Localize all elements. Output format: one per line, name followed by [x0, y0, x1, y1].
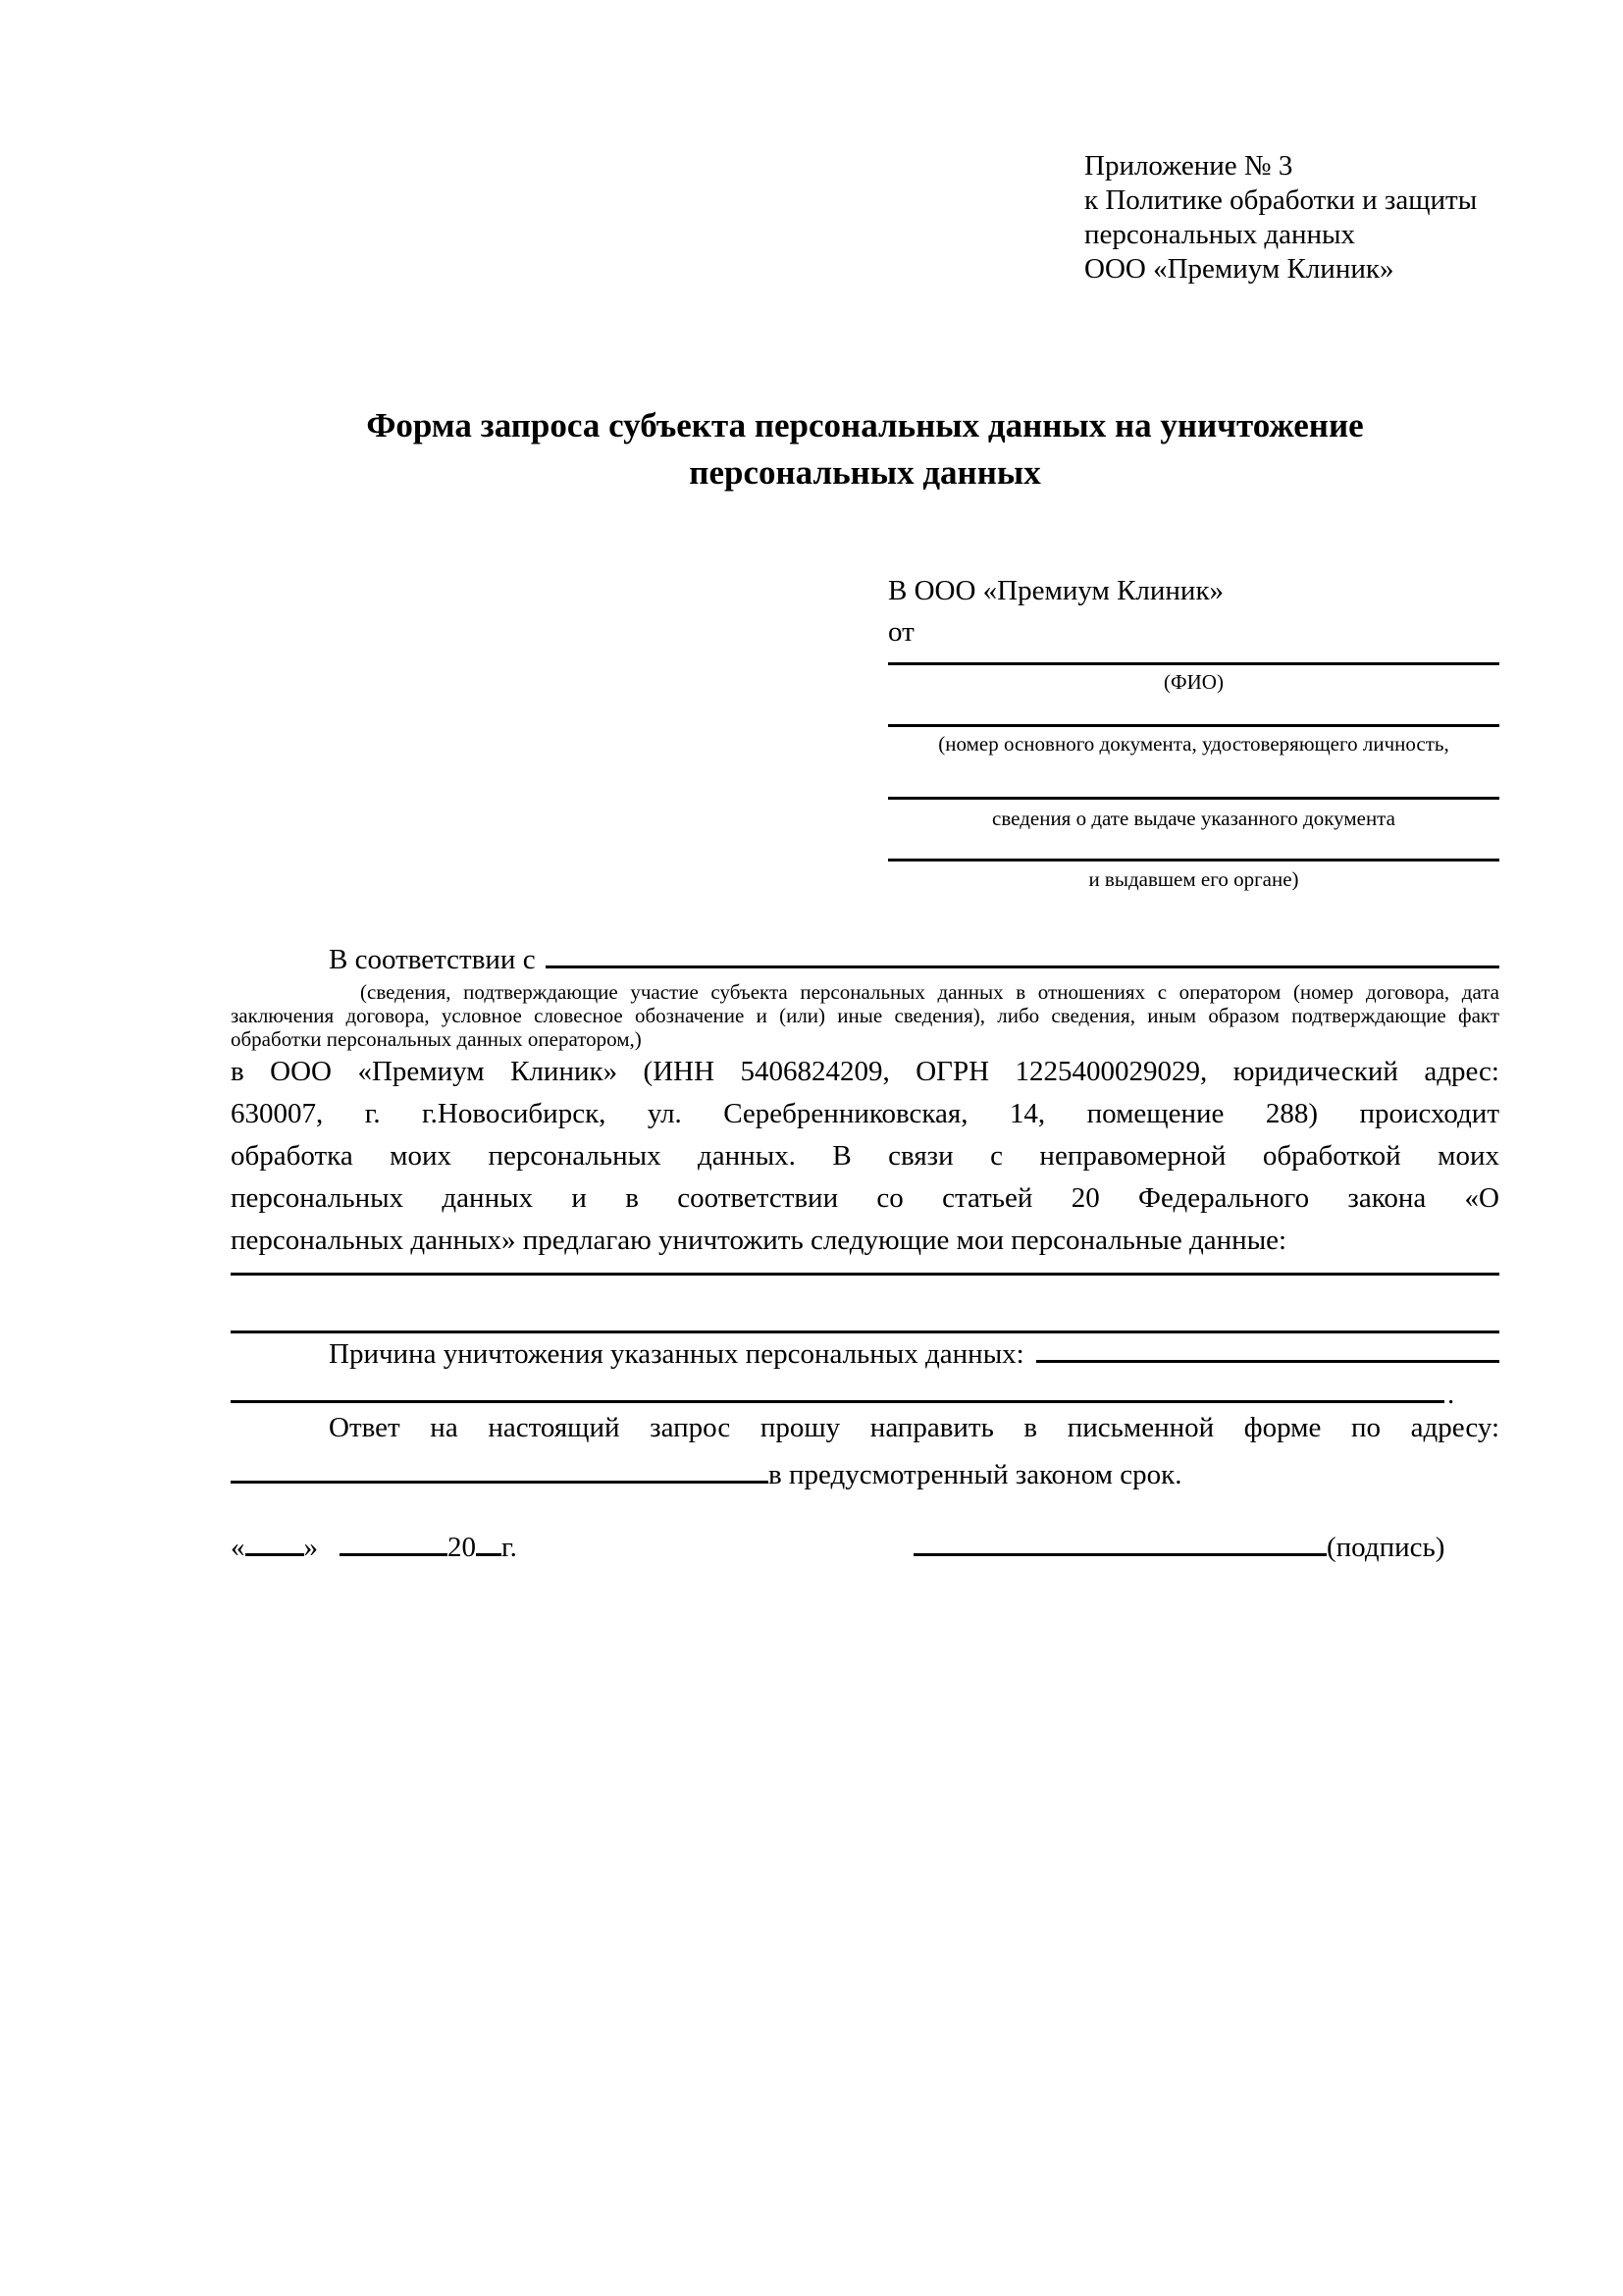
- date-year-prefix: 20: [447, 1532, 476, 1563]
- main-paragraph-line: персональных данных и в соответствии со статьей 20 Федерального закона «О: [231, 1182, 1499, 1214]
- fio-caption: (ФИО): [1164, 670, 1224, 694]
- issue-date-caption: сведения о дате выдаче указанного документа: [992, 807, 1395, 830]
- accordance-input-line: [546, 965, 1499, 968]
- accordance-note-line: (сведения, подтверждающие участие субъекта персональных данных в отношениях с оператором (номер договора, дата: [360, 980, 1499, 1004]
- accordance-label: В соответствии с: [329, 944, 536, 975]
- appendix-header-block: [1084, 149, 1477, 287]
- date-month-line: [340, 1553, 447, 1556]
- address-input-line: [231, 1481, 768, 1484]
- main-paragraph: [231, 1051, 1499, 1262]
- personal-data-input-line-1: [231, 1273, 1499, 1276]
- response-line-1: Ответ на настоящий запрос прошу направить в письменной форме по адресу:: [329, 1412, 1499, 1443]
- accordance-note: [231, 980, 1499, 1051]
- appendix-header-line: ООО «Премиум Клиник»: [1084, 253, 1394, 285]
- appendix-header-line: к Политике обработки и защиты: [1084, 184, 1478, 216]
- document-title: [231, 402, 1499, 496]
- signature-caption: (подпись): [1327, 1532, 1445, 1563]
- main-paragraph-line: 630007, г. г.Новосибирск, ул. Серебренниковская, 14, помещение 288) происходит: [231, 1098, 1499, 1129]
- accordance-row: [231, 939, 1499, 981]
- accordance-note-line: заключения договора, условное словесное обозначение и (или) иные сведения), либо сведения, иным образом подтверждающие факт: [231, 1004, 1499, 1027]
- date-quote-close: »: [303, 1532, 318, 1563]
- reason-input-line-2: [231, 1400, 1444, 1403]
- appendix-header-line: персональных данных: [1084, 219, 1356, 250]
- appendix-header-line: Приложение № 3: [1084, 150, 1293, 182]
- date-year-suffix: г.: [501, 1532, 517, 1563]
- main-paragraph-line: обработка моих персональных данных. В связи с неправомерной обработкой моих: [231, 1140, 1499, 1172]
- date-quote-open: «: [231, 1532, 245, 1563]
- reason-label: Причина уничтожения указанных персональных данных:: [329, 1338, 1024, 1370]
- document-number-caption: (номер основного документа, удостоверяющего личность,: [938, 732, 1449, 756]
- main-paragraph-line: в ООО «Премиум Клиник» (ИНН 5406824209, ОГРН 1225400029029, юридический адрес:: [231, 1056, 1499, 1087]
- addressee-to: В ООО «Премиум Клиник»: [888, 575, 1225, 606]
- date-day-line: [245, 1553, 304, 1556]
- document-title-line: персональных данных: [689, 453, 1041, 492]
- fio-input-line: [888, 662, 1499, 665]
- accordance-note-line: обработки персональных данных оператором,): [231, 1027, 642, 1051]
- addressee-from-label: от: [888, 616, 915, 648]
- issuing-authority-caption: и выдавшем его органе): [1088, 867, 1299, 891]
- date-row: [231, 1527, 517, 1569]
- date-year-line: [476, 1553, 501, 1556]
- response-line-2: [231, 1454, 1499, 1496]
- reason-row: [231, 1333, 1499, 1376]
- reason-input-line: [1036, 1360, 1499, 1363]
- signature-row: [914, 1527, 1444, 1569]
- response-line-2-text: в предусмотренный законом срок.: [768, 1459, 1182, 1490]
- signature-line: [914, 1553, 1327, 1556]
- document-number-input-line: [888, 724, 1499, 727]
- document-title-line: Форма запроса субъекта персональных данных на уничтожение: [366, 406, 1364, 444]
- issuing-authority-input-line: [888, 859, 1499, 861]
- main-paragraph-line: персональных данных» предлагаю уничтожить следующие мои персональные данные:: [231, 1225, 1287, 1256]
- issue-date-input-line: [888, 797, 1499, 800]
- reason-line-period: .: [1447, 1379, 1455, 1410]
